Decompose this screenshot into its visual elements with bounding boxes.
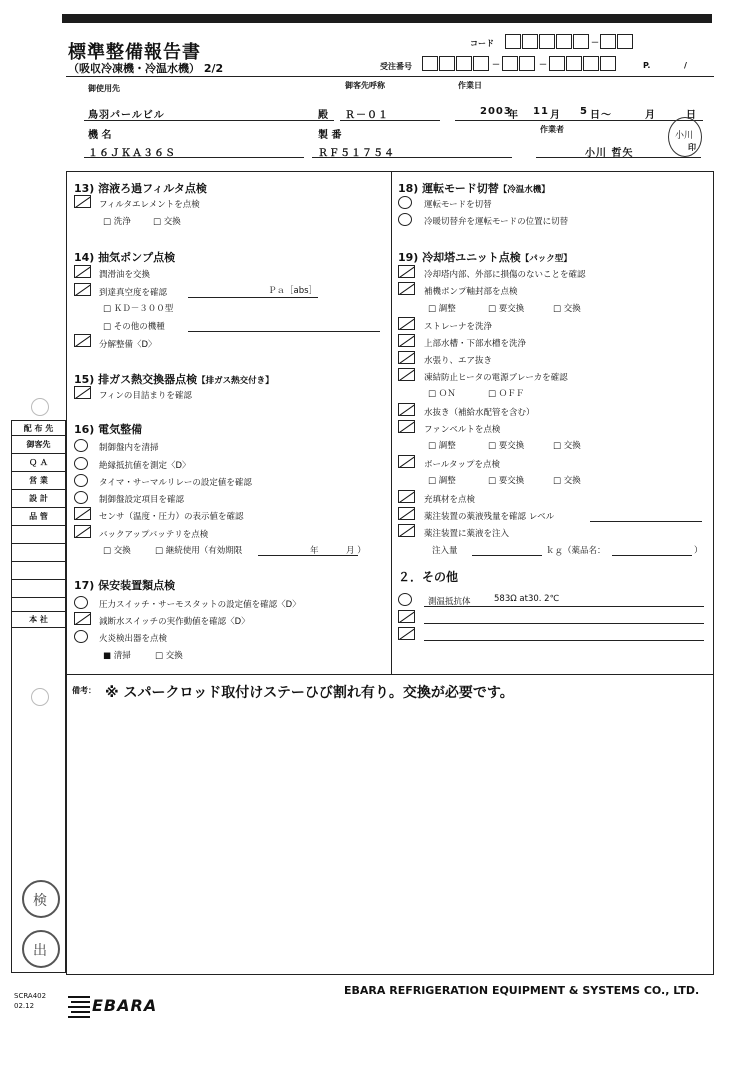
order-box[interactable]	[519, 56, 535, 71]
check-item: 運転モードを切替	[424, 200, 492, 210]
check-item: タイマ・サーマルリレーの設定値を確認	[99, 478, 252, 488]
inject-close: ）	[694, 546, 703, 556]
order-dash: －	[539, 60, 547, 69]
section-15-name: 15) 排ガス熱交換器点検	[74, 373, 198, 386]
order-dash: －	[492, 60, 500, 69]
section-18-tag: 【冷温水機】	[498, 185, 550, 195]
column-divider	[391, 171, 392, 675]
option[interactable]: □ 洗浄	[103, 217, 131, 227]
check-item: 絶縁抵抗値を測定〈D〉	[99, 461, 191, 471]
check-item: 潤滑油を交換	[99, 270, 151, 280]
chemical-name-underline	[612, 555, 692, 556]
serial-value: ＲＦ５１７５４	[318, 148, 395, 159]
check-item: 分解整備〈D〉	[99, 340, 157, 350]
check-mark[interactable]	[398, 420, 415, 433]
code-box[interactable]	[617, 34, 633, 49]
order-box[interactable]	[422, 56, 438, 71]
punch-hole	[31, 688, 49, 706]
date-day: 5	[580, 106, 588, 117]
date-year-unit: 年	[508, 110, 519, 121]
order-box[interactable]	[549, 56, 565, 71]
check-mark[interactable]	[398, 524, 415, 537]
issue-stamp	[22, 930, 60, 968]
check-circle[interactable]	[398, 593, 412, 606]
check-item: 凍結防止ヒータの電源ブレーカを確認	[424, 373, 568, 383]
other-underline	[424, 606, 704, 607]
check-circle[interactable]	[74, 491, 88, 504]
check-item: 火炎検出器を点検	[99, 634, 168, 644]
option[interactable]: □ 要交換	[488, 304, 525, 314]
report-subtitle: （吸収冷凍機・冷温水機） 2/2	[68, 62, 224, 75]
report-title: 標準整備報告書	[68, 42, 201, 63]
date-month-unit: 月	[550, 110, 561, 121]
serial-label: 製 番	[318, 130, 342, 141]
order-box[interactable]	[439, 56, 455, 71]
code-box[interactable]	[556, 34, 572, 49]
distribution-row[interactable]	[11, 544, 66, 562]
date-to-month-unit: 月	[645, 110, 656, 121]
check-item: 水張り、エア抜き	[424, 356, 493, 366]
option[interactable]: □ 交換	[155, 651, 183, 661]
option[interactable]: □ ＫＤ－３００型	[103, 304, 174, 314]
other-model-underline	[188, 331, 380, 332]
check-mark[interactable]	[74, 195, 91, 208]
check-circle[interactable]	[398, 213, 412, 226]
worker-label: 作業者	[540, 125, 564, 134]
option[interactable]: □ 交換	[103, 546, 131, 556]
check-item: 補機ポンプ軸封部を点検	[424, 287, 518, 297]
check-item: 薬注装置に薬液を注入	[424, 529, 510, 539]
order-number-label: 受注番号	[380, 62, 412, 71]
stamp-text: 検	[33, 893, 47, 909]
check-mark[interactable]	[398, 610, 415, 623]
check-item: 充填材を点検	[424, 495, 476, 505]
check-mark[interactable]	[74, 265, 91, 278]
check-item: 冷暖切替弁を運転モードの位置に切替	[424, 217, 569, 227]
distribution-honsha[interactable]: 本 社	[11, 612, 66, 628]
option[interactable]: ■ 清掃	[103, 651, 131, 661]
distribution-row[interactable]	[11, 580, 66, 598]
option[interactable]: □ 交換	[553, 304, 581, 314]
customer-underline	[340, 120, 440, 121]
distribution-row[interactable]: 設 計	[11, 490, 66, 508]
other-item-value: 583Ω at30. 2℃	[494, 594, 560, 604]
order-box[interactable]	[583, 56, 599, 71]
distribution-row[interactable]	[11, 562, 66, 580]
code-label: コード	[470, 39, 494, 48]
expiry-year-unit: 年	[310, 546, 319, 556]
check-item: ストレーナを洗浄	[424, 322, 493, 332]
seal-suffix: 印	[688, 143, 696, 152]
check-mark[interactable]	[398, 403, 415, 416]
date-month: 11	[533, 106, 549, 117]
order-box[interactable]	[566, 56, 582, 71]
section-15-title	[74, 371, 274, 387]
option[interactable]: □ 交換	[153, 217, 181, 227]
check-mark[interactable]	[74, 334, 91, 347]
code-dash: －	[591, 38, 599, 47]
check-item: フィンの目詰まりを確認	[99, 391, 192, 401]
check-item: ファンベルトを点検	[424, 425, 501, 435]
section-2-title: ２．その他	[398, 570, 459, 584]
check-mark[interactable]	[398, 455, 415, 468]
date-label: 作業日	[458, 81, 482, 90]
page-label: P.	[643, 61, 651, 70]
worker-seal	[668, 117, 702, 157]
code-box[interactable]	[600, 34, 616, 49]
remarks-label: 備考：	[72, 686, 96, 695]
option[interactable]: □ ＯＦＦ	[488, 389, 525, 399]
code-box[interactable]	[505, 34, 521, 49]
stamp-text: 出	[33, 943, 47, 959]
check-item: 上部水槽・下部水槽を洗浄	[424, 339, 527, 349]
section-19-tag: 【パック型】	[520, 254, 572, 264]
model-label: 機 名	[88, 130, 112, 141]
code-box[interactable]	[522, 34, 538, 49]
model-underline	[84, 157, 304, 158]
order-box[interactable]	[473, 56, 489, 71]
ebara-logo-icon	[68, 994, 90, 1020]
check-mark[interactable]	[398, 334, 415, 347]
check-mark[interactable]	[398, 507, 415, 520]
remarks-box	[66, 675, 714, 975]
check-item: 到達真空度を確認	[99, 288, 168, 298]
option[interactable]: □ 交換	[553, 476, 581, 486]
other-item-label: 測温抵抗体	[428, 597, 471, 607]
worker-underline	[536, 157, 701, 158]
distribution-row[interactable]: 営 業	[11, 472, 66, 490]
section-13-title: 13) 溶液ろ過フィルタ点検	[74, 182, 207, 195]
check-mark[interactable]	[74, 386, 91, 399]
ebara-logo-text: EBARA	[92, 996, 158, 1015]
customer-label: 御客先呼称	[345, 81, 385, 90]
level-underline	[590, 521, 702, 522]
check-item: 水抜き（補給水配管を含む）	[424, 408, 535, 418]
section-16-title: 16) 電気整備	[74, 423, 143, 436]
inject-label: 注入量	[432, 546, 458, 556]
option[interactable]: □ 交換	[553, 441, 581, 451]
check-item: 減断水スイッチの実作動値を確認〈D〉	[99, 617, 250, 627]
date-day-unit: 日～	[590, 110, 612, 121]
check-item: ボールタップを点検	[424, 460, 500, 470]
check-item: バックアップバッテリを点検	[99, 530, 209, 540]
remarks-text[interactable]: ※ スパークロッド取付けステーひび割れ有り。交換が必要です。	[105, 685, 514, 701]
section-15-tag: 【排ガス熱交付き】	[197, 376, 274, 386]
distribution-row[interactable]: 御客先	[11, 436, 66, 454]
pressure-unit: Ｐａ［abs］	[268, 286, 318, 296]
option[interactable]: □ 継続使用（有効期限	[155, 546, 243, 556]
distribution-stamp-area	[11, 628, 66, 973]
distribution-row[interactable]	[11, 526, 66, 544]
check-circle[interactable]	[74, 630, 88, 643]
check-circle[interactable]	[74, 457, 88, 470]
section-19-title	[398, 249, 572, 265]
check-item: 薬注装置の薬液残量を確認 レベル	[424, 512, 555, 522]
section-14-title: 14) 抽気ポンプ点検	[74, 251, 176, 264]
check-mark[interactable]	[398, 351, 415, 364]
distribution-header: 配 布 先	[11, 420, 66, 436]
check-circle[interactable]	[74, 439, 88, 452]
check-item: 冷却塔内部、外部に損傷のないことを確認	[424, 270, 586, 280]
check-item: 制御盤設定項目を確認	[99, 495, 185, 505]
section-18-name: 18) 運転モード切替	[398, 182, 499, 195]
option[interactable]: □ 要交換	[488, 441, 525, 451]
other-underline	[424, 623, 704, 624]
option[interactable]: □ 調整	[428, 304, 456, 314]
check-mark[interactable]	[398, 490, 415, 503]
section-17-title: 17) 保安装置類点検	[74, 579, 176, 592]
check-mark[interactable]	[398, 282, 415, 295]
check-mark[interactable]	[74, 525, 91, 538]
expiry-month-unit: 月 ）	[346, 546, 366, 556]
form-code: SCRA402	[14, 992, 47, 1000]
form-date: 02.12	[14, 1002, 35, 1010]
option[interactable]: □ ＯＮ	[428, 389, 456, 399]
date-to-day-unit: 日	[686, 110, 697, 121]
user-label: 御使用先	[88, 84, 120, 93]
pressure-underline	[188, 297, 318, 298]
distribution-row[interactable]: Ｑ Ａ	[11, 454, 66, 472]
distribution-row[interactable]	[11, 598, 66, 612]
code-box[interactable]	[573, 34, 589, 49]
order-box[interactable]	[502, 56, 518, 71]
other-underline	[424, 640, 704, 641]
check-mark[interactable]	[398, 265, 415, 278]
header-bar	[62, 14, 712, 23]
honorific: 殿	[318, 110, 329, 121]
check-mark[interactable]	[398, 627, 415, 640]
code-box[interactable]	[539, 34, 555, 49]
option[interactable]: □ 要交換	[488, 476, 525, 486]
customer-value: Ｒ－０１	[345, 110, 389, 121]
check-mark[interactable]	[74, 507, 91, 520]
option[interactable]: □ 調整	[428, 441, 456, 451]
check-item: 圧力スイッチ・サーモスタットの設定値を確認〈D〉	[99, 600, 301, 610]
date-year: 2003	[480, 106, 512, 117]
distribution-row[interactable]: 品 管	[11, 508, 66, 526]
check-circle[interactable]	[74, 474, 88, 487]
check-circle[interactable]	[398, 196, 412, 209]
check-item: 制御盤内を清掃	[99, 443, 159, 453]
check-item: フィルタエレメントを点検	[99, 200, 200, 210]
model-value: １６ＪＫＡ３６Ｓ	[88, 148, 176, 159]
inject-amount-underline	[472, 555, 542, 556]
inspection-stamp	[22, 880, 60, 918]
section-18-title	[398, 180, 550, 196]
check-circle[interactable]	[74, 596, 88, 609]
inject-unit: ｋｇ（薬品名：	[546, 546, 606, 556]
user-value: 鳥羽パールビル	[88, 110, 165, 121]
check-item: センサ（温度・圧力）の表示値を確認	[99, 512, 244, 522]
check-mark[interactable]	[398, 317, 415, 330]
check-mark[interactable]	[74, 612, 91, 625]
order-box[interactable]	[600, 56, 616, 71]
section-19-name: 19) 冷却塔ユニット点検	[398, 251, 521, 264]
date-underline	[455, 120, 703, 121]
check-mark[interactable]	[74, 283, 91, 296]
expiry-underline	[258, 555, 358, 556]
page-separator: /	[684, 61, 687, 70]
company-name: EBARA REFRIGERATION EQUIPMENT & SYSTEMS CO., LTD.	[344, 984, 700, 997]
punch-hole	[31, 398, 49, 416]
order-box[interactable]	[456, 56, 472, 71]
worker-seal-text: 小川	[675, 131, 694, 141]
check-mark[interactable]	[398, 368, 415, 381]
worker-value: 小川 哲矢	[585, 148, 634, 159]
user-underline	[84, 120, 334, 121]
option[interactable]: □ 調整	[428, 476, 456, 486]
option[interactable]: □ その他の機種	[103, 322, 165, 332]
serial-underline	[312, 157, 512, 158]
